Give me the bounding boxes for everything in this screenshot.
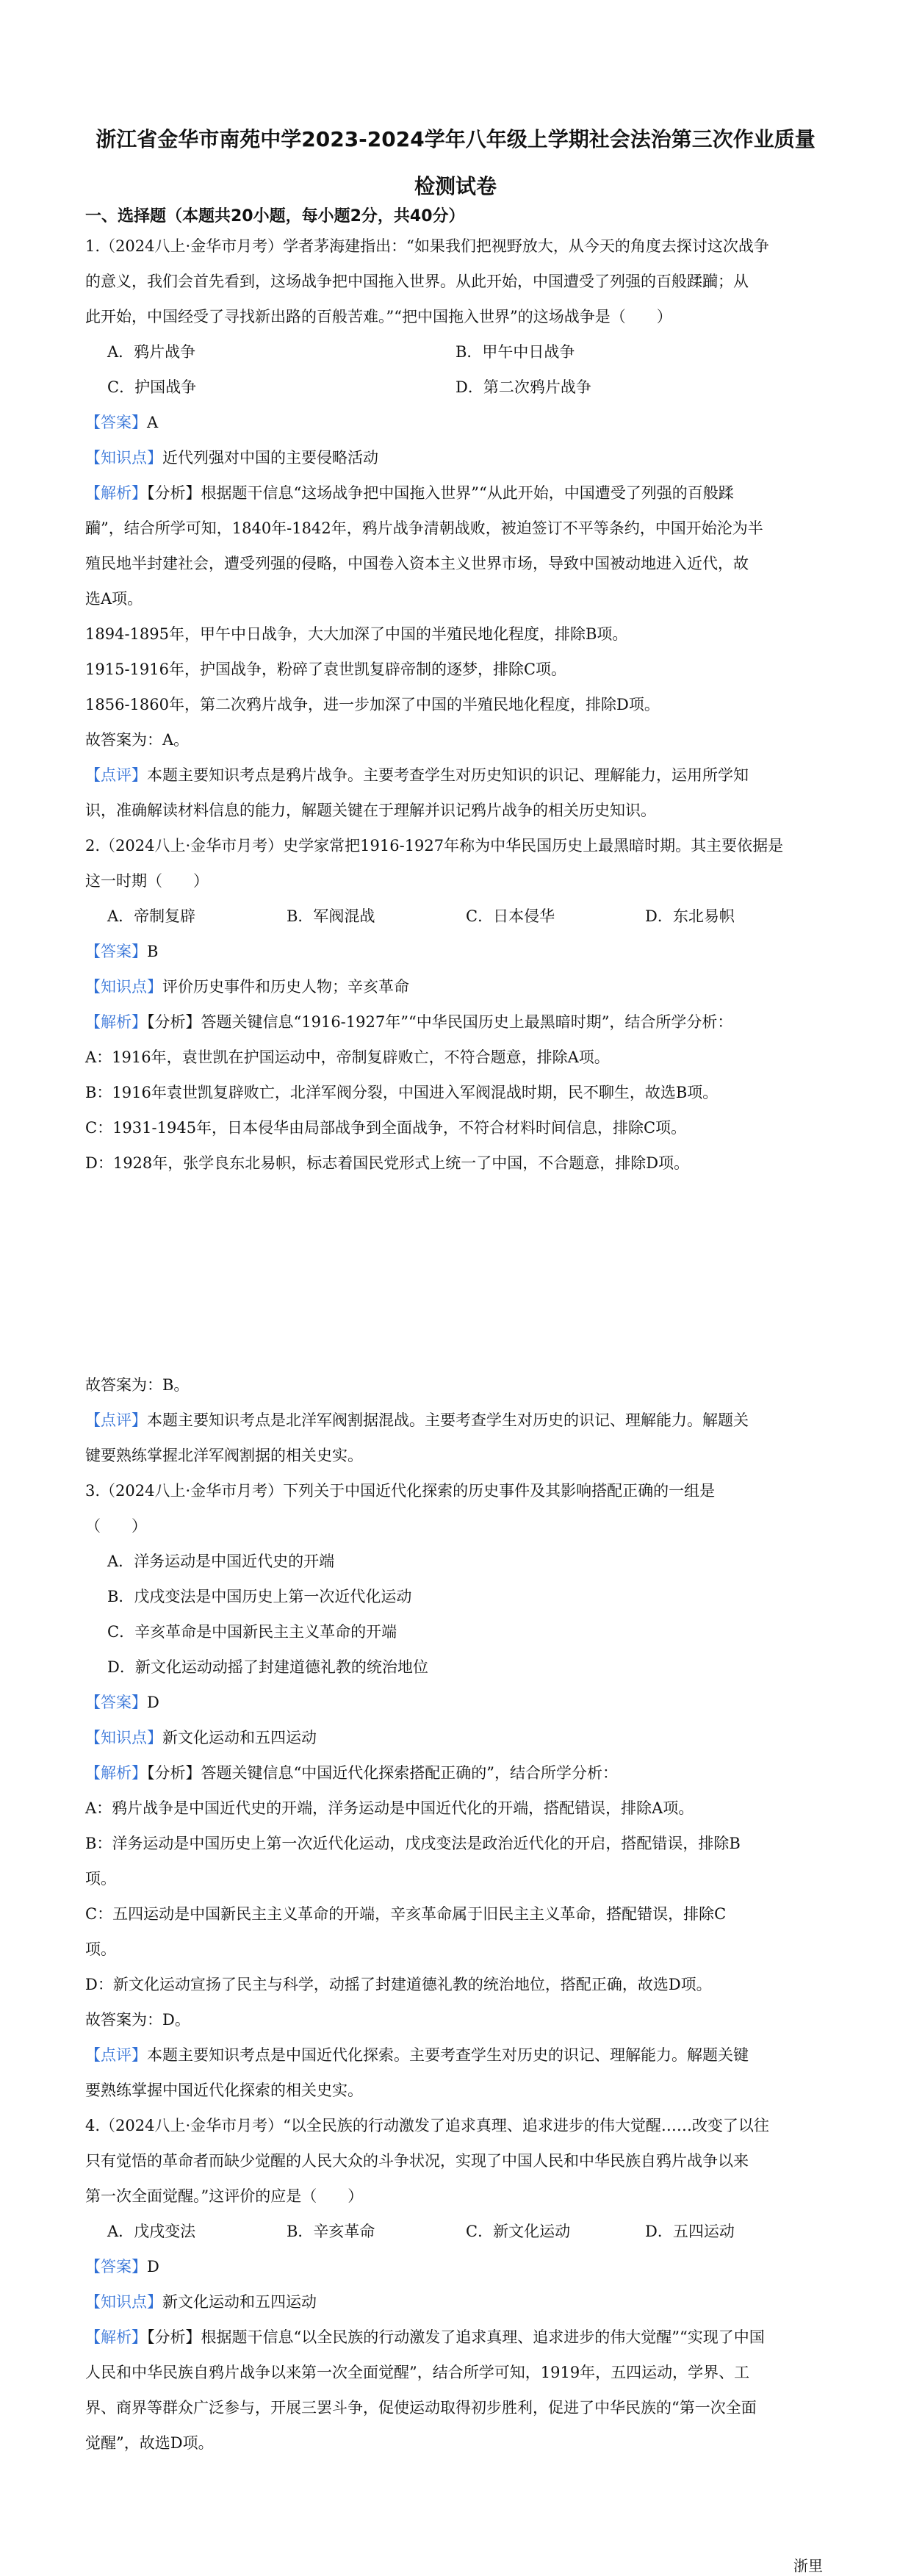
q4-option-d: D．五四运动: [645, 2223, 735, 2240]
q2-option-a: A．帝制复辟: [107, 907, 196, 925]
q2-stem-line-1: 2.（2024八上·金华市月考）史学家常把1916-1927年称为中华民国历史上最黑暗时期。其主要依据是: [85, 837, 784, 855]
q3-analysis-line-7: D：新文化运动宣扬了民主与科学，动摇了封建道德礼教的统治地位，搭配正确，故选D项。: [85, 1976, 712, 1993]
analysis-tag: 【解析】: [85, 484, 147, 502]
q1-analysis-line-4: 选A项。: [85, 590, 143, 608]
knowledge-tag: 【知识点】: [85, 449, 162, 467]
q3-option-d: D．新文化运动动摇了封建道德礼教的统治地位: [107, 1658, 428, 1676]
q1-analysis-text-1: 根据题干信息“这场战争把中国拖入世界”“从此开始，中国遭受了列强的百般蹂: [201, 484, 734, 502]
q1-answer: [85, 411, 849, 433]
answer-tag: 【答案】: [85, 2258, 147, 2275]
analysis-sub-tag: 【分析】: [147, 484, 201, 502]
q1-option-d: D．第二次鸦片战争: [455, 378, 591, 396]
q1-analysis-line-2: 躏”，结合所学可知，1840年-1842年，鸦片战争清朝战败，被迫签订不平等条约，中国开始沦为半: [85, 519, 763, 537]
q4-option-a: A．戊戌变法: [107, 2223, 196, 2240]
analysis-tag: 【解析】: [85, 1013, 147, 1031]
q1-knowledge-value: 近代列强对中国的主要侵略活动: [162, 449, 378, 467]
q4-stem-line-2: 只有觉悟的革命者而缺少觉醒的人民大众的斗争状况，实现了中国人民和中华民族自鸦片战争以来: [85, 2152, 749, 2170]
q4-answer: [85, 2256, 849, 2278]
q3-option-b: B．戊戌变法是中国历史上第一次近代化运动: [107, 1588, 412, 1605]
q2-answer: [85, 940, 849, 963]
q3-analysis-line-4: 项。: [85, 1870, 116, 1888]
q3-analysis-line-8: 故答案为：D。: [85, 2011, 190, 2029]
q1-analysis-line-7: 1856-1860年，第二次鸦片战争，进一步加深了中国的半殖民地化程度，排除D项。: [85, 696, 660, 713]
q1-answer-value: A: [147, 414, 159, 431]
q2-analysis-text-1: 答题关键信息“1916-1927年”“中华民国历史上最黑暗时期”，结合所学分析：: [201, 1013, 733, 1031]
q2-knowledge-value: 评价历史事件和历史人物；辛亥革命: [162, 978, 409, 996]
q3-analysis-text-1: 答题关键信息“中国近代化探索搭配正确的”，结合所学分析：: [201, 1764, 618, 1782]
q1-option-c: C．护国战争: [107, 378, 197, 396]
q1-knowledge: [85, 447, 849, 469]
analysis-tag: 【解析】: [85, 1764, 147, 1782]
q1-comment-line-1: [85, 764, 849, 786]
q4-stem-line-3: 第一次全面觉醒。”这评价的应是（ ）: [85, 2187, 364, 2205]
q3-option-c: C．辛亥革命是中国新民主主义革命的开端: [107, 1623, 397, 1641]
q3-comment-text-1: 本题主要知识考点是中国近代化探索。主要考查学生对历史的识记、理解能力。解题关键: [147, 2046, 749, 2064]
q4-analysis-text-1: 根据题干信息“以全民族的行动激发了追求真理、追求进步的伟大觉醒”“实现了中国: [201, 2328, 765, 2346]
q2-option-d: D．东北易帜: [645, 907, 735, 925]
q2-option-c: C．日本侵华: [466, 907, 555, 925]
knowledge-tag: 【知识点】: [85, 2293, 162, 2311]
q4-option-b: B．辛亥革命: [287, 2223, 375, 2240]
q1-stem-line-3: 此开始，中国经受了寻找新出路的百般苦难。”“把中国拖入世界”的这场战争是（ ）: [85, 308, 672, 325]
comment-tag: 【点评】: [85, 2046, 147, 2064]
q1-analysis-line-6: 1915-1916年，护国战争，粉碎了袁世凯复辟帝制的逐梦，排除C项。: [85, 661, 567, 678]
q4-option-c: C．新文化运动: [466, 2223, 571, 2240]
answer-tag: 【答案】: [85, 1694, 147, 1711]
q3-analysis-line-2: A：鸦片战争是中国近代史的开端，洋务运动是中国近代化的开端，搭配错误，排除A项。: [85, 1799, 694, 1817]
q1-option-a: A．鸦片战争: [107, 343, 196, 361]
q2-analysis-line-2: A：1916年，袁世凯在护国运动中，帝制复辟败亡，不符合题意，排除A项。: [85, 1048, 610, 1066]
q3-answer-value: D: [147, 1694, 159, 1711]
q2-option-b: B．军阀混战: [287, 907, 375, 925]
analysis-sub-tag: 【分析】: [147, 2328, 201, 2346]
answer-tag: 【答案】: [85, 943, 147, 960]
q2-comment-line-2: 键要熟练掌握北洋军阀割据的相关史实。: [85, 1447, 363, 1464]
q4-analysis-line-1: [85, 2326, 849, 2348]
q1-stem-line-2: 的意义，我们会首先看到，这场战争把中国拖入世界。从此开始，中国遭受了列强的百般蹂躏；从: [85, 273, 749, 290]
q2-comment-text-1: 本题主要知识考点是北洋军阀割据混战。主要考查学生对历史的识记、理解能力。解题关: [147, 1411, 749, 1429]
q3-knowledge-value: 新文化运动和五四运动: [162, 1729, 317, 1746]
q4-analysis-line-4: 觉醒”，故选D项。: [85, 2434, 214, 2452]
q1-analysis-line-8: 故答案为：A。: [85, 731, 190, 749]
q3-knowledge: [85, 1727, 849, 1749]
q2-analysis-line-3: B：1916年袁世凯复辟败亡，北洋军阀分裂，中国进入军阀混战时期，民不聊生，故选B项。: [85, 1084, 719, 1101]
page-title-line-2: 检测试卷: [414, 174, 497, 198]
q4-knowledge-value: 新文化运动和五四运动: [162, 2293, 317, 2311]
page-title-line-1: 浙江省金华市南苑中学2023-2024学年八年级上学期社会法治第三次作业质量: [96, 127, 815, 151]
analysis-tag: 【解析】: [85, 2328, 147, 2346]
answer-tag: 【答案】: [85, 414, 147, 431]
knowledge-tag: 【知识点】: [85, 978, 162, 996]
comment-tag: 【点评】: [85, 1411, 147, 1429]
q3-analysis-line-1: [85, 1762, 849, 1784]
q1-comment-line-2: 识，准确解读材料信息的能力，解题关键在于理解并识记鸦片战争的相关历史知识。: [85, 802, 656, 819]
section-heading: 一、选择题（本题共20小题，每小题2分，共40分）: [85, 207, 465, 226]
q3-stem-line-2: （ ）: [85, 1517, 147, 1535]
q2-answer-value: B: [147, 943, 159, 960]
q3-analysis-line-5: C：五四运动是中国新民主主义革命的开端，辛亥革命属于旧民主主义革命，搭配错误，排除C: [85, 1905, 727, 1923]
q1-option-b: B．甲午中日战争: [455, 343, 575, 361]
q1-analysis-line-5: 1894-1895年，甲午中日战争，大大加深了中国的半殖民地化程度，排除B项。: [85, 625, 628, 643]
comment-tag: 【点评】: [85, 766, 147, 784]
q2-final-answer: 故答案为：B。: [85, 1376, 190, 1394]
q3-stem-line-1: 3.（2024八上·金华市月考）下列关于中国近代化探索的历史事件及其影响搭配正确的一组是: [85, 1482, 716, 1500]
q4-analysis-line-3: 界、商界等群众广泛参与，开展三罢斗争，促使运动取得初步胜利，促进了中华民族的“第一次全面: [85, 2399, 757, 2417]
q4-analysis-line-2: 人民和中华民族自鸦片战争以来第一次全面觉醒”，结合所学可知，1919年，五四运动，学界、工: [85, 2364, 750, 2381]
q1-analysis-line-3: 殖民地半封建社会，遭受列强的侵略，中国卷入资本主义世界市场，导致中国被动地进入近代，故: [85, 555, 749, 572]
q4-stem-line-1: 4.（2024八上·金华市月考）“以全民族的行动激发了追求真理、追求进步的伟大觉醒……改变了以往: [85, 2117, 769, 2134]
q2-knowledge: [85, 976, 849, 998]
q2-analysis-line-1: [85, 1011, 849, 1033]
q2-comment-line-1: [85, 1409, 849, 1431]
q2-analysis-line-4: C：1931-1945年，日本侵华由局部战争到全面战争，不符合材料时间信息，排除C项。: [85, 1119, 687, 1137]
q1-comment-text-1: 本题主要知识考点是鸦片战争。主要考查学生对历史知识的识记、理解能力，运用所学知: [147, 766, 749, 784]
q3-analysis-line-6: 项。: [85, 1940, 116, 1958]
q4-knowledge: [85, 2291, 849, 2313]
analysis-sub-tag: 【分析】: [147, 1764, 201, 1782]
q3-answer: [85, 1691, 849, 1713]
q2-analysis-line-5: D：1928年，张学良东北易帜，标志着国民党形式上统一了中国，不合题意，排除D项。: [85, 1154, 690, 1172]
q3-comment-line-2: 要熟练掌握中国近代化探索的相关史实。: [85, 2082, 363, 2099]
footer-mark: 浙里: [793, 2557, 823, 2575]
q2-stem-line-2: 这一时期（ ）: [85, 872, 209, 890]
q3-comment-line-1: [85, 2044, 849, 2066]
q3-analysis-line-3: B：洋务运动是中国历史上第一次近代化运动，戊戌变法是政治近代化的开启，搭配错误，排除B: [85, 1835, 741, 1852]
knowledge-tag: 【知识点】: [85, 1729, 162, 1746]
q1-analysis-line-1: [85, 482, 849, 504]
analysis-sub-tag: 【分析】: [147, 1013, 201, 1031]
q1-stem-line-1: 1.（2024八上·金华市月考）学者茅海建指出：“如果我们把视野放大，从今天的角度去探讨这次战争: [85, 237, 769, 255]
q3-option-a: A．洋务运动是中国近代史的开端: [107, 1553, 335, 1570]
q4-answer-value: D: [147, 2258, 159, 2275]
